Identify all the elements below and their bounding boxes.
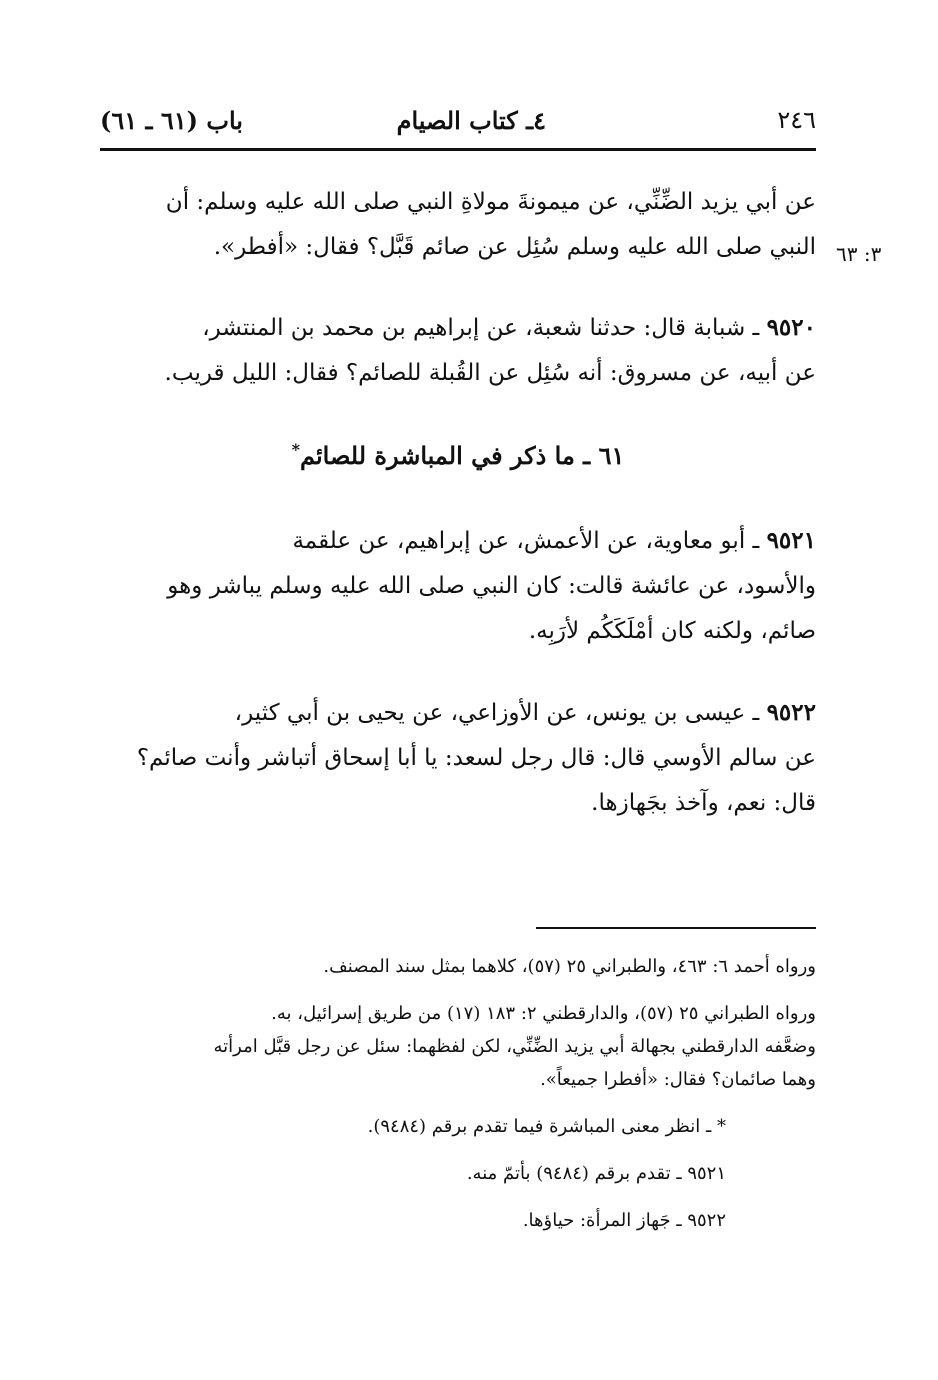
paragraph-9521 bbox=[100, 518, 816, 654]
section-heading-text: ٦١ ـ ما ذكر في المباشرة للصائم bbox=[300, 441, 625, 470]
text-line: عن أبيه، عن مسروق: أنه سُئِل عن القُبلة للصائم؟ فقال: الليل قريب. bbox=[164, 360, 816, 386]
hadith-number: ٩٥٢١ bbox=[766, 527, 816, 554]
text-line: عن أبي يزيد الضِّنِّي، عن ميمونةَ مولاةِ النبي صلى الله عليه وسلم: أن bbox=[165, 189, 816, 215]
text-line: والأسود، عن عائشة قالت: كان النبي صلى الله عليه وسلم يباشر وهو bbox=[167, 573, 816, 599]
footnote-line: وهما صائمان؟ فقال: «أفطرا جميعاً». bbox=[540, 1069, 816, 1090]
footnote-line: وضعَّفه الدارقطني بجهالة أبي يزيد الضِّنِّي، لكن لفظهما: سئل عن رجل قبَّل امرأته bbox=[213, 1036, 816, 1057]
paragraph-9520 bbox=[100, 305, 816, 396]
paragraph-top bbox=[100, 180, 816, 270]
text-line bbox=[100, 305, 816, 351]
margin-reference: ٣: ٦٣ bbox=[836, 242, 882, 266]
footnotes bbox=[100, 950, 816, 1237]
running-header bbox=[100, 106, 816, 146]
text-fragment: ـ شبابة قال: حدثنا شعبة، عن إبراهيم بن محمد بن المنتشر، bbox=[202, 315, 767, 341]
text-line: قال: نعم، وآخذ بجَهازها. bbox=[591, 790, 816, 816]
hadith-number: ٩٥٢٢ bbox=[766, 699, 816, 726]
footnote-mark: * bbox=[291, 440, 301, 459]
text-line: عن سالم الأوسي قال: قال رجل لسعد: يا أبا إسحاق أتباشر وأنت صائم؟ bbox=[136, 745, 816, 771]
footnote-line: ورواه أحمد ٦: ٤٦٣، والطبراني ٢٥ (٥٧)، كلاهما بمثل سند المصنف. bbox=[323, 956, 816, 977]
text-line: النبي صلى الله عليه وسلم سُئِل عن صائم قَبَّل؟ فقال: «أفطر». bbox=[213, 234, 816, 260]
section-heading bbox=[100, 440, 816, 470]
text-line bbox=[100, 690, 816, 736]
chapter-range: باب (٦١ ـ ٦١) bbox=[100, 106, 243, 135]
header-rule bbox=[100, 148, 816, 151]
hadith-number: ٩٥٢٠ bbox=[766, 314, 816, 341]
text-fragment: ـ عيسى بن يونس، عن الأوزاعي، عن يحيى بن أبي كثير، bbox=[234, 700, 767, 726]
footnote-line: ورواه الطبراني ٢٥ (٥٧)، والدارقطني ٢: ١٨٣ (١٧) من طريق إسرائيل، به. bbox=[271, 1003, 816, 1024]
text-fragment: ـ أبو معاوية، عن الأعمش، عن إبراهيم، عن علقمة bbox=[292, 528, 767, 554]
footnote-line: * ـ انظر معنى المباشرة فيما تقدم برقم (٩٤٨٤). bbox=[367, 1116, 726, 1137]
footnote-line: ٩٥٢١ ـ تقدم برقم (٩٤٨٤) بأتمّ منه. bbox=[466, 1163, 726, 1184]
book-title: ٤ـ كتاب الصيام bbox=[396, 106, 546, 135]
text-line bbox=[100, 518, 816, 564]
text-line: صائم، ولكنه كان أمْلَكَكُم لأرَبِه. bbox=[528, 618, 816, 644]
paragraph-9522 bbox=[100, 690, 816, 826]
footnote-rule bbox=[536, 927, 816, 929]
page-number: ٢٤٦ bbox=[777, 106, 816, 134]
footnote-line: ٩٥٢٢ ـ جَهاز المرأة: حياؤها. bbox=[522, 1210, 726, 1231]
